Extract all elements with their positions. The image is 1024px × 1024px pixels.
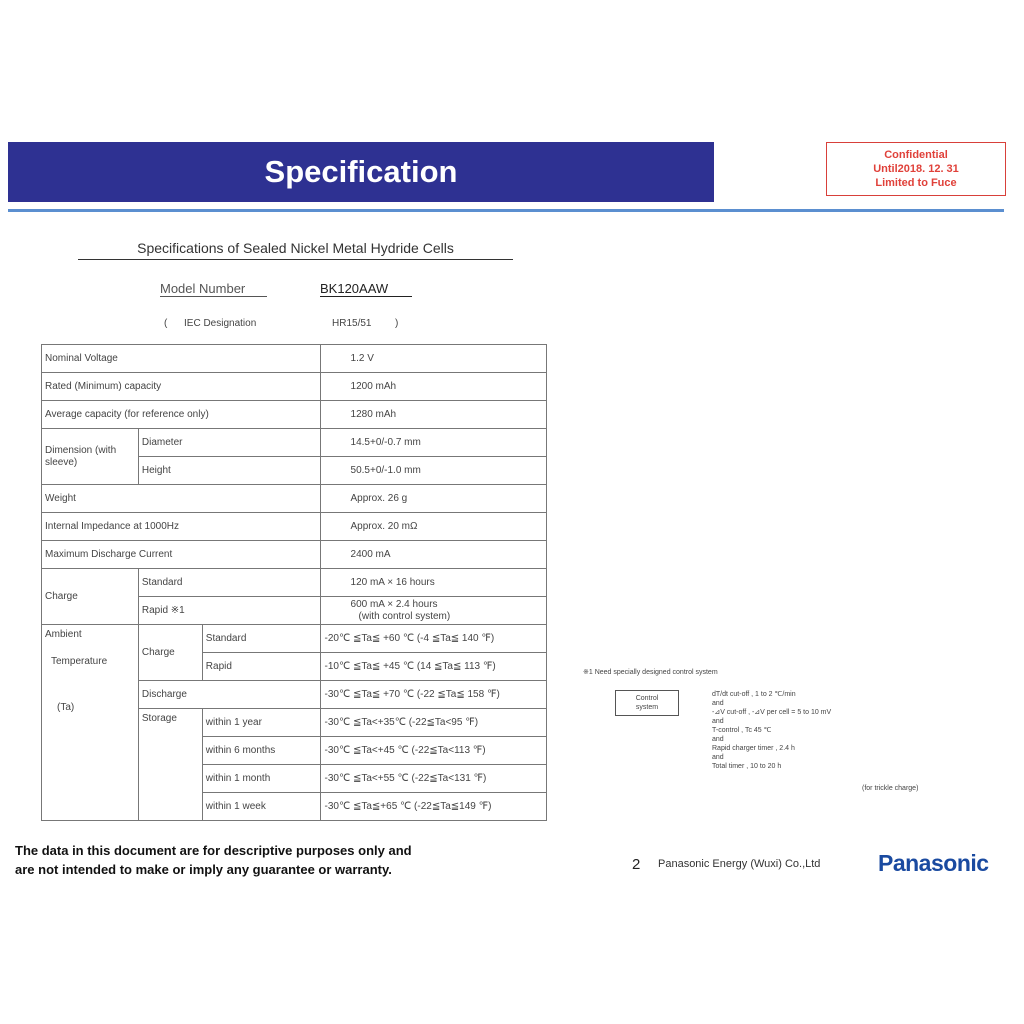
table-row bbox=[42, 429, 547, 457]
condition-line: dT/dt cut-off , 1 to 2 ℃/min bbox=[712, 691, 796, 698]
cell-sublabel: within 1 year bbox=[202, 709, 320, 737]
condition-line: and bbox=[712, 754, 724, 761]
cell-value: 1.2 V bbox=[320, 345, 546, 373]
ambient-label-line1: Ambient bbox=[45, 629, 82, 640]
condition-line: Total timer , 10 to 20 h bbox=[712, 763, 782, 770]
cell-value: 50.5+0/-1.0 mm bbox=[320, 457, 546, 485]
cell-value: Approx. 20 mΩ bbox=[320, 513, 546, 541]
cell-label: Charge bbox=[42, 569, 139, 625]
spec-table bbox=[41, 344, 547, 821]
condition-line: -⊿V cut-off , -⊿V per cell = 5 to 10 mV bbox=[712, 709, 832, 716]
model-number-value: BK120AAW bbox=[320, 281, 412, 297]
cell-sublabel: Rapid bbox=[202, 653, 320, 681]
cell-label: Nominal Voltage bbox=[42, 345, 321, 373]
confidential-line: Confidential bbox=[884, 149, 948, 161]
cell-label: Weight bbox=[42, 485, 321, 513]
cell-label: Internal Impedance at 1000Hz bbox=[42, 513, 321, 541]
cell-value: -30℃ ≦Ta<+35℃ (-22≦Ta<95 ℉) bbox=[320, 709, 546, 737]
cell-sublabel: Height bbox=[138, 457, 320, 485]
cell-value: 1200 mAh bbox=[320, 373, 546, 401]
cell-value: 14.5+0/-0.7 mm bbox=[320, 429, 546, 457]
cell-label: Rated (Minimum) capacity bbox=[42, 373, 321, 401]
confidential-until: Until2018. 12. 31 bbox=[873, 163, 959, 175]
control-system-line2: system bbox=[635, 704, 659, 711]
condition-line: and bbox=[712, 718, 724, 725]
cell-label: Average capacity (for reference only) bbox=[42, 401, 321, 429]
ambient-label bbox=[42, 625, 139, 821]
disclaimer-line1: The data in this document are for descriptive purposes only and bbox=[15, 843, 412, 858]
page-number: 2 bbox=[632, 856, 641, 873]
cell-sublabel: Standard bbox=[138, 569, 320, 597]
ambient-label-line3: (Ta) bbox=[57, 702, 75, 713]
table-row bbox=[42, 401, 547, 429]
disclaimer-line2: are not intended to make or imply any guarantee or warranty. bbox=[15, 862, 392, 877]
condition-line: Rapid charger timer , 2.4 h bbox=[712, 745, 795, 752]
iec-close-paren: ) bbox=[395, 318, 399, 329]
table-row bbox=[42, 513, 547, 541]
table-row bbox=[42, 569, 547, 597]
cell-sublabel: within 1 week bbox=[202, 793, 320, 821]
iec-open-paren: ( bbox=[164, 318, 168, 329]
confidential-limit: Limited to Fuce bbox=[875, 177, 957, 189]
brand-logo: Panasonic bbox=[878, 850, 989, 876]
rapid-charge-value: 600 mA × 2.4 hours bbox=[350, 598, 438, 610]
title-banner bbox=[8, 142, 714, 202]
cell-sublabel: Charge bbox=[138, 625, 202, 681]
cell-sublabel: within 6 months bbox=[202, 737, 320, 765]
document-title: Specifications of Sealed Nickel Metal Hydride Cells bbox=[78, 240, 513, 260]
cell-label: Maximum Discharge Current bbox=[42, 541, 321, 569]
model-number-label: Model Number bbox=[160, 281, 267, 297]
table-row bbox=[42, 485, 547, 513]
company-name: Panasonic Energy (Wuxi) Co.,Ltd bbox=[658, 858, 821, 870]
table-row bbox=[42, 625, 547, 653]
disclaimer bbox=[15, 841, 412, 879]
cell-sublabel: Rapid ※1 bbox=[138, 597, 320, 625]
table-row bbox=[42, 345, 547, 373]
control-conditions bbox=[712, 690, 831, 771]
cell-sublabel: Diameter bbox=[138, 429, 320, 457]
cell-sublabel: Storage bbox=[138, 709, 202, 821]
cell-value: -30℃ ≦Ta≦+65 ℃ (-22≦Ta≦149 ℉) bbox=[320, 793, 546, 821]
cell-value: -30℃ ≦Ta≦ +70 ℃ (-22 ≦Ta≦ 158 ℉) bbox=[320, 681, 546, 709]
cell-value: 2400 mA bbox=[320, 541, 546, 569]
condition-line: T-control , Tc 45 ℃ bbox=[712, 727, 772, 734]
footnote-title: ※1 Need specially designed control system bbox=[583, 669, 718, 676]
iec-designation-value: HR15/51 bbox=[332, 318, 372, 329]
rapid-charge-note: (with control system) bbox=[358, 610, 451, 622]
cell-value: Approx. 26 g bbox=[320, 485, 546, 513]
table-row bbox=[42, 541, 547, 569]
cell-value: 120 mA × 16 hours bbox=[320, 569, 546, 597]
condition-line: and bbox=[712, 736, 724, 743]
condition-line: and bbox=[712, 700, 724, 707]
cell-sublabel: Standard bbox=[202, 625, 320, 653]
cell-value: -30℃ ≦Ta<+55 ℃ (-22≦Ta<131 ℉) bbox=[320, 765, 546, 793]
control-system-box bbox=[615, 690, 679, 716]
iec-designation-label: IEC Designation bbox=[184, 318, 257, 329]
cell-value: 1280 mAh bbox=[320, 401, 546, 429]
cell-value: -30℃ ≦Ta<+45 ℃ (-22≦Ta<113 ℉) bbox=[320, 737, 546, 765]
header-divider bbox=[8, 209, 1004, 212]
cell-value: -10℃ ≦Ta≦ +45 ℃ (14 ≦Ta≦ 113 ℉) bbox=[320, 653, 546, 681]
confidential-stamp bbox=[826, 142, 1006, 196]
cell-value: -20℃ ≦Ta≦ +60 ℃ (-4 ≦Ta≦ 140 ℉) bbox=[320, 625, 546, 653]
cell-label: Dimension (with sleeve) bbox=[42, 429, 139, 485]
ambient-label-line2: Temperature bbox=[51, 656, 108, 667]
cell-sublabel: within 1 month bbox=[202, 765, 320, 793]
cell-sublabel: Discharge bbox=[138, 681, 320, 709]
control-system-line1: Control bbox=[635, 695, 659, 702]
page-title: Specification bbox=[264, 154, 458, 189]
cell-value bbox=[320, 597, 546, 625]
trickle-note: (for trickle charge) bbox=[862, 785, 919, 792]
table-row bbox=[42, 373, 547, 401]
